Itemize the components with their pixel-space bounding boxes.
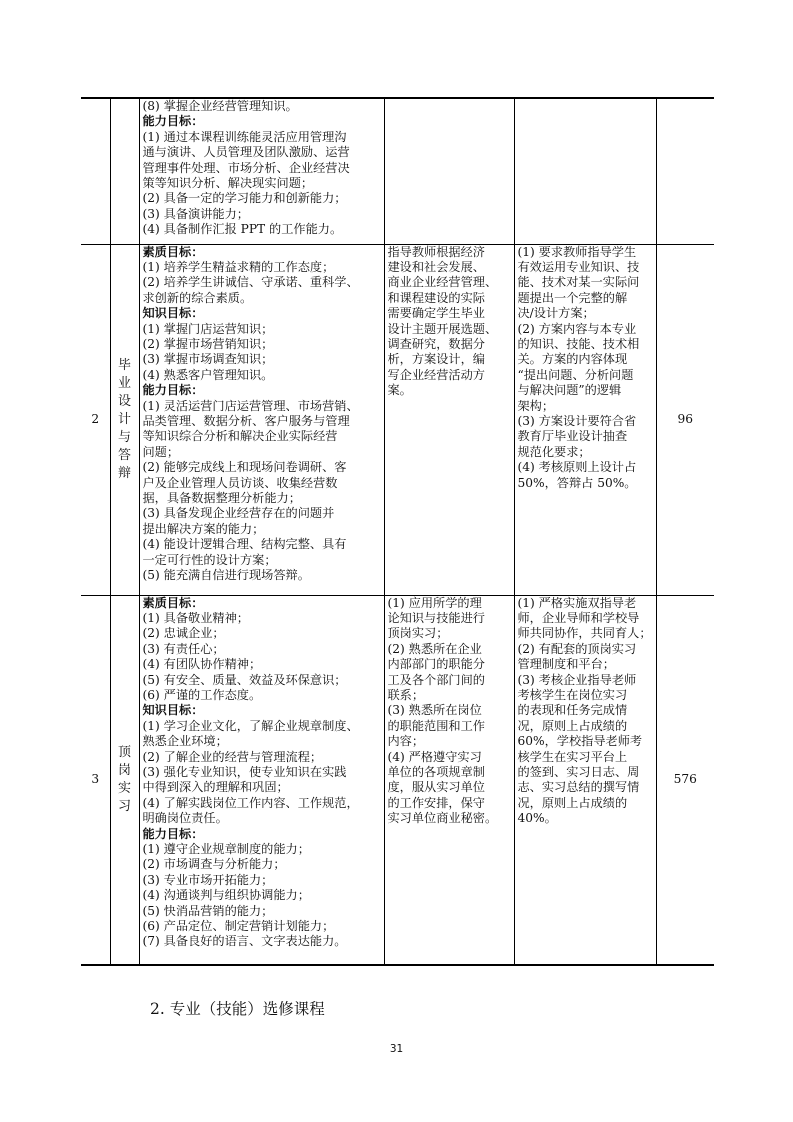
- assessment-cell: [514, 98, 656, 244]
- content-line: 调查研究，数据分: [387, 336, 485, 351]
- course-goals-cell: [139, 244, 384, 595]
- content-line: 工及各个部门间的: [387, 672, 485, 687]
- course-goals-cell: [139, 98, 384, 244]
- assessment-line: 况，原则上占成绩的: [517, 718, 628, 733]
- content-line: 的职能范围和工作: [387, 718, 485, 733]
- goal-item: 提出解决方案的能力；: [142, 521, 265, 536]
- course-hours: [656, 98, 714, 244]
- content-line: 设计主题开展选题、: [387, 321, 498, 336]
- goal-item: (1) 学习企业文化，了解企业规章制度、: [142, 718, 359, 733]
- content-line: 论知识与技能进行: [387, 610, 485, 625]
- goal-heading: 能力目标：: [142, 383, 204, 398]
- goal-item: 据，具备数据整理分析能力；: [142, 491, 301, 505]
- goal-item: (1) 掌握门店运营知识；: [142, 321, 274, 336]
- content-line: 度，服从实习单位: [387, 780, 485, 795]
- goal-item: 求创新的综合素质。: [142, 290, 253, 305]
- content-line: 内容；: [387, 734, 425, 749]
- assessment-line: 决/设计方案；: [517, 306, 595, 321]
- goal-item: (5) 能充满自信进行现场答辩。: [142, 568, 310, 583]
- goal-item: (7) 具备良好的语言、文字表达能力。: [142, 934, 347, 949]
- content-line: 建设和社会发展、: [387, 259, 485, 274]
- content-line: 的工作安排，保守: [387, 795, 485, 810]
- assessment-line: (4) 考核原则上设计占: [517, 460, 637, 475]
- assessment-line: (3) 方案设计要符合省: [517, 413, 637, 428]
- assessment-line: 40%。: [517, 811, 557, 826]
- assessment-line: 架构；: [517, 398, 555, 413]
- goal-item: 管理事件处理、市场分析、企业经营决: [142, 160, 350, 175]
- course-hours: 96: [656, 244, 714, 595]
- goal-heading: 能力目标：: [142, 114, 204, 129]
- assessment-line: (3) 考核企业指导老师: [517, 672, 637, 687]
- goal-item: (2) 掌握市场营销知识；: [142, 336, 274, 351]
- assessment-line: 考核学生在岗位实习: [517, 687, 628, 702]
- goal-item: (1) 培养学生精益求精的工作态度；: [142, 259, 335, 274]
- goal-item: 明确岗位责任。: [142, 811, 228, 826]
- goal-item: 通与演讲、人员管理及团队激励、运营: [142, 145, 350, 160]
- goal-item: (1) 遵守企业规章制度的能力；: [142, 842, 310, 856]
- goal-item: (8) 掌握企业经营管理知识。: [142, 99, 298, 113]
- content-line: 写企业经营活动方: [387, 367, 485, 382]
- goal-item: (4) 具备制作汇报 PPT 的工作能力。: [142, 222, 343, 237]
- section-heading: 2. 专业（技能）选修课程: [150, 1000, 325, 1018]
- content-line: 析，方案设计，编: [387, 352, 485, 367]
- assessment-line: “提出问题、分析问题: [517, 367, 634, 382]
- goal-item: 中得到深入的理解和巩固；: [142, 780, 289, 795]
- assessment-line: (2) 有配套的顶岗实习: [517, 641, 637, 656]
- assessment-line: 核学生在实习平台上: [517, 749, 628, 764]
- assessment-line: 50%，答辩占 50%。: [517, 475, 637, 490]
- goal-item: 问题；: [142, 444, 180, 459]
- assessment-line: 况，原则上占成绩的: [517, 795, 628, 810]
- goal-item: (2) 了解企业的经营与管理流程；: [142, 749, 323, 764]
- assessment-line: 60%，学校指导老师考: [517, 734, 643, 749]
- assessment-line: 有效运用专业知识、技: [517, 259, 640, 274]
- goal-item: (4) 有团队协作精神；: [142, 657, 262, 672]
- assessment-line: (1) 要求教师指导学生: [517, 244, 637, 259]
- table-row: [81, 244, 714, 595]
- goal-item: (6) 严谨的工作态度。: [142, 687, 262, 702]
- assessment-line: (1) 严格实施双指导老: [517, 595, 637, 610]
- assessment-line: 规范化要求；: [517, 444, 591, 459]
- goal-item: (1) 通过本课程训练能灵活应用管理沟: [142, 129, 347, 144]
- goal-item: (4) 沟通谈判与组织协调能力；: [142, 888, 310, 903]
- goal-item: (3) 强化专业知识，使专业知识在实践: [142, 764, 347, 779]
- goal-item: (3) 掌握市场调查知识；: [142, 352, 274, 367]
- assessment-cell: [514, 244, 656, 595]
- content-line: (4) 严格遵守实习: [387, 749, 482, 764]
- goal-item: (3) 具备演讲能力；: [142, 206, 249, 221]
- goal-heading: 能力目标：: [142, 826, 204, 841]
- goal-item: (2) 市场调查与分析能力；: [142, 857, 286, 872]
- content-line: 商业企业经营管理、: [387, 275, 498, 290]
- content-line: 案。: [387, 383, 412, 398]
- goal-item: (1) 灵活运营门店运营管理、市场营销、: [142, 398, 359, 413]
- content-line: 单位的各项规章制: [387, 764, 485, 779]
- assessment-line: 的签到、实习日志、周: [517, 764, 640, 779]
- assessment-line: 关。方案的内容体现: [517, 352, 628, 367]
- assessment-line: 与解决问题”的逻辑: [517, 383, 622, 398]
- goal-item: (4) 能设计逻辑合理、结构完整、具有: [142, 537, 347, 552]
- goal-item: (3) 有责任心；: [142, 641, 225, 656]
- goal-item: 策等知识分析、解决现实问题；: [142, 176, 314, 191]
- assessment-line: 管理制度和平台；: [517, 657, 615, 672]
- content-line: (2) 熟悉所在企业: [387, 641, 482, 656]
- assessment-line: (2) 方案内容与本专业: [517, 321, 637, 336]
- assessment-cell: [514, 595, 656, 965]
- assessment-line: 能、技术对某一实际问: [517, 275, 640, 290]
- table-row: [81, 595, 714, 965]
- goal-item: (2) 培养学生讲诚信、守承诺、重科学、: [142, 275, 359, 290]
- goal-heading: 知识目标：: [142, 306, 204, 321]
- assessment-line: 师，企业导师和学校导: [517, 610, 640, 625]
- goal-item: (1) 具备敬业精神；: [142, 610, 249, 625]
- content-line: 内部部门的职能分: [387, 657, 485, 672]
- curriculum-table-body: [81, 98, 714, 965]
- row-number: [81, 98, 110, 244]
- assessment-line: 师共同协作，共同育人；: [517, 626, 652, 641]
- assessment-line: 题提出一个完整的解: [517, 290, 628, 305]
- goal-item: (2) 忠诚企业；: [142, 626, 225, 641]
- content-line: 实习单位商业秘密。: [387, 811, 498, 826]
- assessment-line: 的表现和任务完成情: [517, 703, 628, 718]
- course-name-cell: [110, 244, 139, 595]
- assessment-line: 志、实习总结的撰写情: [517, 780, 640, 795]
- goal-item: (2) 具备一定的学习能力和创新能力；: [142, 191, 347, 206]
- course-content-cell: [384, 244, 514, 595]
- content-line: 和课程建设的实际: [387, 290, 485, 305]
- content-line: 联系；: [387, 687, 425, 702]
- curriculum-table: [81, 97, 714, 966]
- goal-item: (4) 熟悉客户管理知识。: [142, 367, 274, 382]
- goal-item: (4) 了解实践岗位工作内容、工作规范，: [142, 795, 359, 810]
- course-goals-cell: [139, 595, 384, 965]
- course-content-cell: [384, 98, 514, 244]
- goal-item: 熟悉企业环境；: [142, 734, 228, 749]
- course-name-cell: [110, 98, 139, 244]
- course-name: 毕业设计与答辩: [117, 357, 131, 481]
- row-number: 3: [81, 595, 110, 965]
- goal-item: 一定可行性的设计方案；: [142, 552, 277, 567]
- content-line: (3) 熟悉所在岗位: [387, 703, 482, 718]
- course-name-cell: [110, 595, 139, 965]
- assessment-line: 的知识、技能、技术相: [517, 336, 640, 351]
- goal-heading: 知识目标：: [142, 703, 204, 718]
- goal-heading: 素质目标：: [142, 244, 204, 259]
- goal-item: 品类管理、数据分析、客户服务与管理: [142, 413, 350, 428]
- content-line: 需要确定学生毕业: [387, 306, 485, 321]
- table-row: [81, 98, 714, 244]
- page-number: 31: [389, 1043, 404, 1055]
- goal-item: (2) 能够完成线上和现场问卷调研、客: [142, 460, 347, 475]
- goal-item: (5) 快消品营销的能力；: [142, 903, 274, 918]
- goal-item: 等知识综合分析和解决企业实际经营: [142, 429, 338, 444]
- content-line: 指导教师根据经济: [387, 244, 485, 259]
- goal-heading: 素质目标：: [142, 595, 204, 610]
- course-name: 顶岗实习: [117, 744, 131, 814]
- assessment-line: 教育厅毕业设计抽查: [517, 429, 628, 444]
- content-line: 顶岗实习；: [387, 626, 449, 641]
- course-content-cell: [384, 595, 514, 965]
- goal-item: (6) 产品定位、制定营销计划能力；: [142, 919, 335, 934]
- goal-item: (3) 专业市场开拓能力；: [142, 872, 274, 887]
- goal-item: (3) 具备发现企业经营存在的问题并: [142, 506, 335, 521]
- goal-item: (5) 有安全、质量、效益及环保意识；: [142, 672, 347, 687]
- row-number: 2: [81, 244, 110, 595]
- course-hours: 576: [656, 595, 714, 965]
- content-line: (1) 应用所学的理: [387, 595, 482, 610]
- goal-item: 户及企业管理人员访谈、收集经营数: [142, 475, 338, 490]
